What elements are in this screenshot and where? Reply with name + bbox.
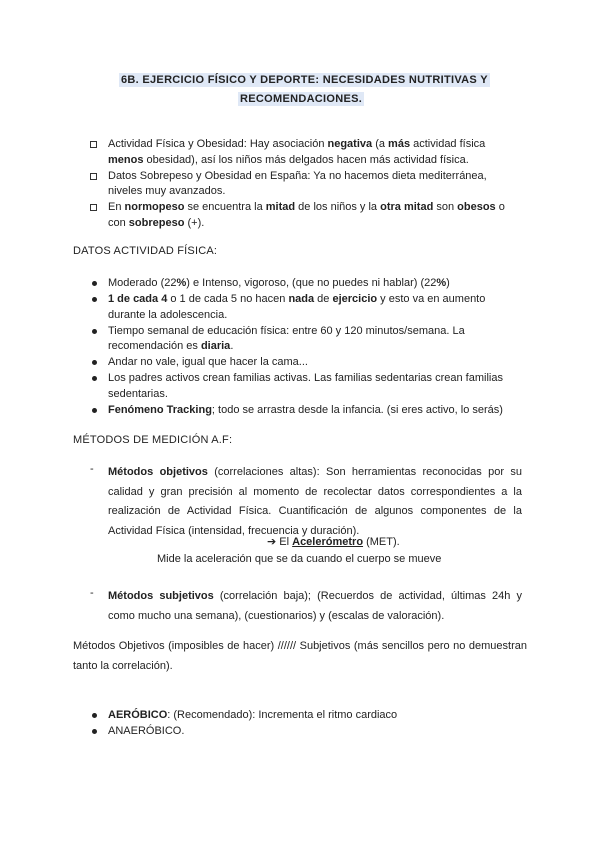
bullet-icon: [92, 408, 97, 413]
page-title-line-2: RECOMENDACIONES.: [240, 93, 363, 105]
list-item: Andar no vale, igual que hacer la cama...: [90, 355, 520, 371]
accelerometer-line: ➔ El Acelerómetro (MET).: [267, 536, 400, 548]
section-heading-datos: DATOS ACTIVIDAD FÍSICA:: [73, 245, 218, 257]
dash-bullet: -: [90, 587, 94, 599]
list-item: ANAERÓBICO.: [90, 724, 520, 740]
checkbox-bullet-icon: [90, 204, 97, 211]
bullet-icon: [92, 281, 97, 286]
list-item: AERÓBICO: (Recomendado): Incrementa el ritmo cardiaco: [90, 708, 520, 724]
checkbox-bullet-icon: [90, 141, 97, 148]
list-item: Actividad Física y Obesidad: Hay asociación negativa (a más actividad física menos obesidad), así los niños más delgados hacen más actividad física.: [90, 137, 520, 168]
datos-list: [90, 276, 520, 419]
document-page: 6B. EJERCICIO FÍSICO Y DEPORTE: NECESIDADES NUTRITIVAS Y RECOMENDACIONES. Actividad Física y Obesidad: Hay asociación negativa (a más actividad física menos obesidad), así los niños más delgados hacen más actividad física. Datos Sobrepeso y Obesidad en España: Ya no hacemos dieta mediterránea, niveles muy avanzados. En normopeso se encuentra la mitad de los niños y la otra mitad son obesos o con sobrepeso (+). DATOS ACTIVIDAD FÍSICA: Moderado (22%) e Intenso, vigoroso, (que no puedes ni hablar) (22%) 1 de cada 4 o 1 de cada 5 no hacen nada de ejercicio y esto va en aumento durante la adolescencia. Tiempo semanal de educación física: entre 60 y 120 minutos/semana. La recomendación es diaria. Andar no vale, igual que hacer la cama... Los padres activos crean familias activas. Las familias sedentarias crean familias sedentarias. Fenómeno Tracking; todo se arrastra desde la infancia. (si eres activo, lo serás) MÉTODOS DE MEDICIÓN A.F: - Métodos objetivos (correlaciones altas): Son herramientas reconocidas por su calidad y gran precisión al momento de recolectar datos correspondientes a la realización de Actividad Física. Cuantificación de algunos componentes de la Actividad Física (intensidad, frecuencia y duración). ➔ El Acelerómetro (MET). Mide la aceleración que se da cuando el cuerpo se mueve - Métodos subjetivos (correlación baja); (Recuerdos de actividad, últimas 24h y como mucho una semana), (cuestionarios) y (escalas de valoración). Métodos Objetivos (imposibles de hacer) ////// Subjetivos (más sencillos pero no demuestran tanto la correlación). AERÓBICO: (Recomendado): Incrementa el ritmo cardiaco ANAERÓBICO.: [0, 0, 600, 848]
bullet-icon: [92, 297, 97, 302]
list-item: Moderado (22%) e Intenso, vigoroso, (que no puedes ni hablar) (22%): [90, 276, 520, 292]
list-item: Fenómeno Tracking; todo se arrastra desde la infancia. (si eres activo, lo serás): [90, 403, 520, 419]
exercise-type-list: [90, 708, 520, 740]
list-item: Datos Sobrepeso y Obesidad en España: Ya no hacemos dieta mediterránea, niveles muy avanzados.: [90, 169, 520, 200]
bullet-icon: [92, 713, 97, 718]
list-item: En normopeso se encuentra la mitad de los niños y la otra mitad son obesos o con sobrepeso (+).: [90, 200, 520, 231]
page-title-line-1: 6B. EJERCICIO FÍSICO Y DEPORTE: NECESIDADES NUTRITIVAS Y: [121, 74, 488, 86]
bullet-icon: [92, 729, 97, 734]
arrow-icon: ➔: [267, 536, 277, 548]
section-heading-metodos: MÉTODOS DE MEDICIÓN A.F:: [73, 434, 233, 446]
intro-list: [90, 137, 520, 232]
bullet-icon: [92, 329, 97, 334]
bullet-icon: [92, 360, 97, 365]
dash-bullet: -: [90, 463, 94, 475]
list-item: 1 de cada 4 o 1 de cada 5 no hacen nada de ejercicio y esto va en aumento durante la adolescencia.: [90, 292, 520, 323]
comparison-paragraph: Métodos Objetivos (imposibles de hacer) ////// Subjetivos (más sencillos pero no demuestran tanto la correlación).: [73, 640, 527, 672]
checkbox-bullet-icon: [90, 173, 97, 180]
list-item: Tiempo semanal de educación física: entre 60 y 120 minutos/semana. La recomendación es diaria.: [90, 324, 520, 355]
bullet-icon: [92, 376, 97, 381]
accelerometer-description: Mide la aceleración que se da cuando el cuerpo se mueve: [157, 553, 442, 565]
list-item: Los padres activos crean familias activas. Las familias sedentarias crean familias sedentarias.: [90, 371, 520, 402]
